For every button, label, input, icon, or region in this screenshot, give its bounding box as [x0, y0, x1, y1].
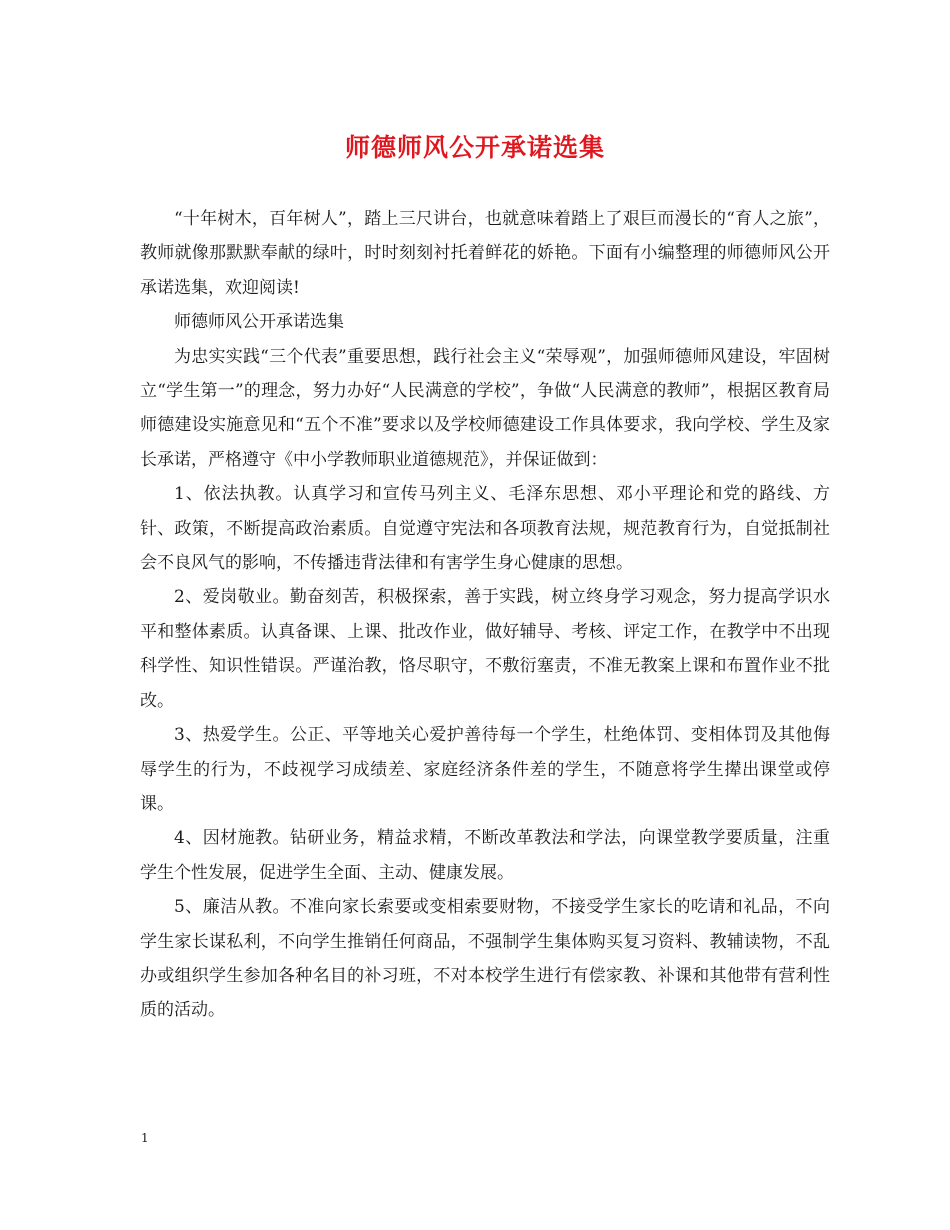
- page-title: 师德师风公开承诺选集: [344, 133, 605, 162]
- pledge-item-5: 5、廉洁从教。不准向家长索要或变相索要财物，不接受学生家长的吃请和礼品，不向学生家长谋私利，不向学生推销任何商品，不强制学生集体购买复习资料、教辅读物，不乱办或组织学生参加各种名目的补习班，不对本校学生进行有偿家教、补课和其他带有营利性质的活动。: [140, 897, 830, 1021]
- pledge-item-3: 3、热爱学生。公正、平等地关心爱护善待每一个学生，杜绝体罚、变相体罚及其他侮辱学生的行为，不歧视学习成绩差、家庭经济条件差的学生，不随意将学生撵出课堂或停课。: [140, 725, 830, 814]
- preamble-paragraph: 为忠实实践“三个代表”重要思想，践行社会主义“荣辱观”，加强师德师风建设，牢固树立“学生第一”的理念，努力办好“人民满意的学校”，争做“人民满意的教师”，根据区教育局师德建设实施意见和“五个不准”要求以及学校师德建设工作具体要求，我向学校、学生及家长承诺，严格遵守《中小学教师职业道德规范》，并保证做到：: [140, 346, 830, 470]
- pledge-item-1: 1、依法执教。认真学习和宣传马列主义、毛泽东思想、邓小平理论和党的路线、方针、政策，不断提高政治素质。自觉遵守宪法和各项教育法规，规范教育行为，自觉抵制社会不良风气的影响，不传播违背法律和有害学生身心健康的思想。: [140, 484, 830, 574]
- document-body: [140, 202, 830, 1028]
- section-heading: 师德师风公开承诺选集: [174, 312, 344, 333]
- pledge-item-2: 2、爱岗敬业。勤奋刻苦，积极探索，善于实践，树立终身学习观念，努力提高学识水平和整体素质。认真备课、上课、批改作业，做好辅导、考核、评定工作，在教学中不出现科学性、知识性错误。严谨治教，恪尽职守，不敷衍塞责，不准无教案上课和布置作业不批改。: [140, 587, 830, 711]
- page-number: 1: [141, 1131, 149, 1145]
- intro-paragraph: “十年树木，百年树人”，踏上三尺讲台，也就意味着踏上了艰巨而漫长的“育人之旅”，教师就像那默默奉献的绿叶，时时刻刻衬托着鲜花的娇艳。下面有小编整理的师德师风公开承诺选集，欢迎阅读!: [140, 209, 830, 298]
- pledge-item-4: 4、因材施教。钻研业务，精益求精，不断改革教法和学法，向课堂教学要质量，注重学生个性发展，促进学生全面、主动、健康发展。: [140, 828, 830, 883]
